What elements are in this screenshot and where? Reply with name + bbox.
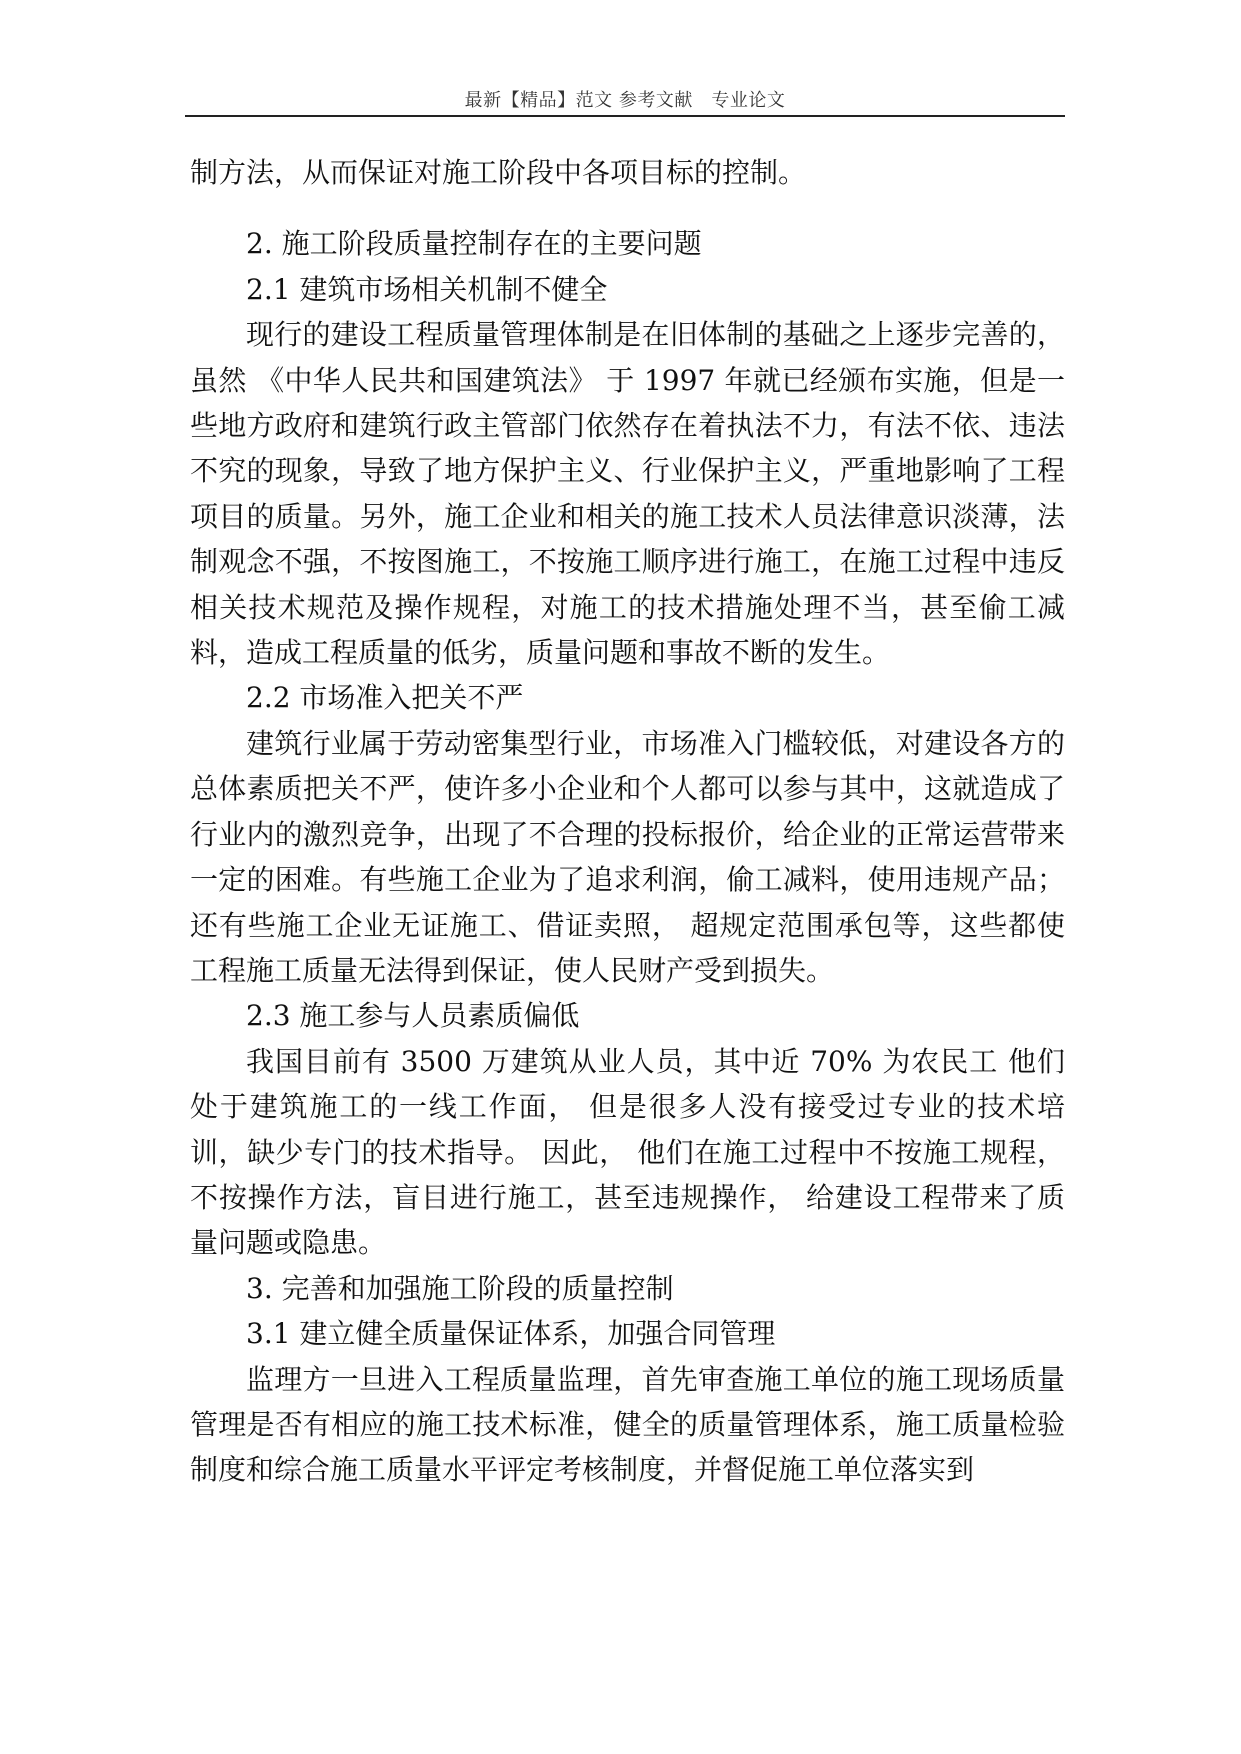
header-divider bbox=[185, 115, 1065, 117]
paragraph-gap bbox=[190, 195, 1065, 221]
subsection-heading-3-1: 3.1 建立健全质量保证体系，加强合同管理 bbox=[246, 1317, 776, 1351]
paragraph-2-3: 我国目前有 3500 万建筑从业人员，其中近 70% 为农民工 他们处于建筑施工的一线工作面， 但是很多人没有接受过专业的技术培训，缺少专门的技术指导。 因此， 他们在施工过程中不按施工规程，不按操作方法，盲目进行施工，甚至违规操作， 给建设工程带来了质量问题或隐患。 bbox=[190, 1044, 1065, 1260]
subsection-heading-2-1: 2.1 建筑市场相关机制不健全 bbox=[246, 272, 608, 306]
page-header: 最新【精品】范文 参考文献 专业论文 bbox=[464, 90, 786, 111]
paragraph-continuation: 制方法，从而保证对施工阶段中各项目标的控制。 bbox=[190, 156, 807, 189]
paragraph-3-1: 监理方一旦进入工程质量监理，首先审查施工单位的施工现场质量管理是否有相应的施工技术标准，健全的质量管理体系，施工质量检验制度和综合施工质量水平评定考核制度，并督促施工单位落实到 bbox=[190, 1362, 1065, 1487]
paragraph-2-2: 建筑行业属于劳动密集型行业，市场准入门槛较低，对建设各方的总体素质把关不严，使许多小企业和个人都可以参与其中，这就造成了行业内的激烈竞争，出现了不合理的投标报价，给企业的正常运营带来一定的困难。有些施工企业为了追求利润，偷工减料，使用违规产品；还有些施工企业无证施工、借证卖照， 超规定范围承包等，这些都使工程施工质量无法得到保证，使人民财产受到损失。 bbox=[190, 726, 1065, 987]
document-body bbox=[190, 150, 1065, 1493]
section-heading-2: 2. 施工阶段质量控制存在的主要问题 bbox=[246, 227, 702, 261]
subsection-heading-2-3: 2.3 施工参与人员素质偏低 bbox=[246, 999, 580, 1033]
paragraph-2-1: 现行的建设工程质量管理体制是在旧体制的基础之上逐步完善的， 虽然 《中华人民共和国建筑法》 于 1997 年就已经颁布实施，但是一些地方政府和建筑行政主管部门依然存在着执法不力，有法不依、违法不究的现象，导致了地方保护主义、行业保护主义，严重地影响了工程项目的质量。另外，施工企业和相关的施工技术人员法律意识淡薄，法制观念不强，不按图施工，不按施工顺序进行施工，在施工过程中违反相关技术规范及操作规程，对施工的技术措施处理不当，甚至偷工减料，造成工程质量的低劣，质量问题和事故不断的发生。 bbox=[190, 318, 1065, 670]
section-heading-3: 3. 完善和加强施工阶段的质量控制 bbox=[246, 1271, 674, 1305]
subsection-heading-2-2: 2.2 市场准入把关不严 bbox=[246, 681, 524, 715]
